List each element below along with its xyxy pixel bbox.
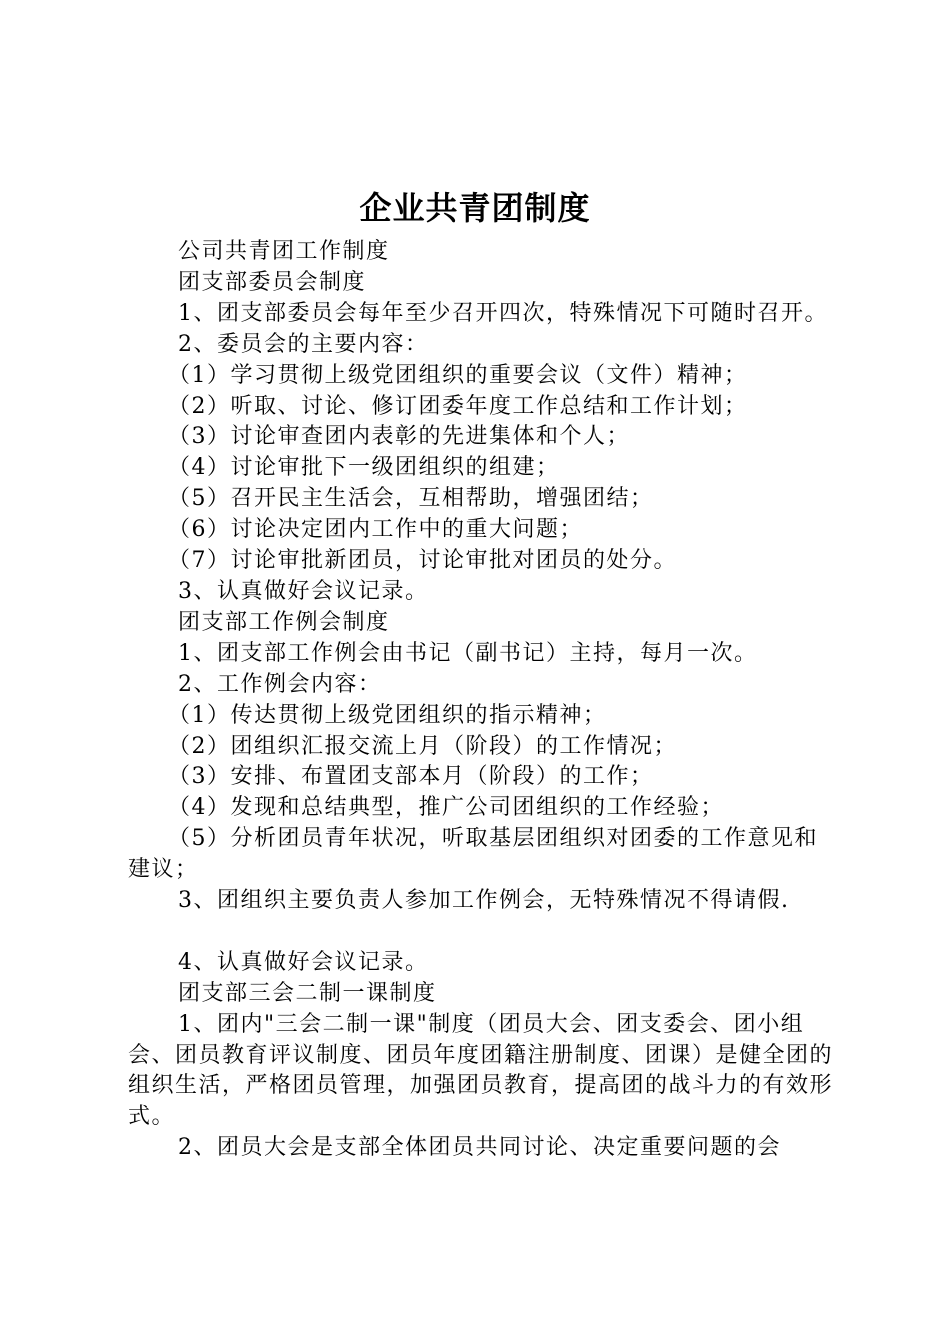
blank-line xyxy=(128,917,840,948)
section-heading: 团支部三会二制一课制度 xyxy=(178,980,437,1006)
paragraph: 1、团支部委员会每年至少召开四次，特殊情况下可随时召开。 xyxy=(178,300,828,326)
list-item: （7）讨论审批新团员，讨论审批对团员的处分。 xyxy=(168,548,677,574)
list-item: （2）团组织汇报交流上月（阶段）的工作情况； xyxy=(168,733,677,759)
paragraph: 3、认真做好会议记录。 xyxy=(178,578,429,604)
document-title: 企业共青团制度 xyxy=(359,189,591,227)
list-item: （4）发现和总结典型，推广公司团组织的工作经验； xyxy=(168,795,724,821)
paragraph: 2、团员大会是支部全体团员共同讨论、决定重要问题的会 xyxy=(178,1135,781,1161)
list-item: （5）召开民主生活会，互相帮助，增强团结； xyxy=(168,486,654,512)
paragraph: 1、团支部工作例会由书记（副书记）主持，每月一次。 xyxy=(178,640,758,666)
list-item: （5）分析团员青年状况，听取基层团组织对团委的工作意见和建议； xyxy=(128,826,818,883)
paragraph: 公司共青团工作制度 xyxy=(178,239,390,264)
list-item: （4）讨论审批下一级团组织的组建； xyxy=(168,455,560,481)
section-heading: 团支部委员会制度 xyxy=(178,269,367,295)
list-item: （3）讨论审查团内表彰的先进集体和个人； xyxy=(168,424,630,450)
paragraph: 4、认真做好会议记录。 xyxy=(178,949,429,975)
list-item: （6）讨论决定团内工作中的重大问题； xyxy=(168,517,583,543)
document-body xyxy=(128,237,840,1164)
paragraph: 2、工作例会内容： xyxy=(178,671,382,697)
paragraph: 3、团组织主要负责人参加工作例会，无特殊情况不得请假. xyxy=(178,888,790,914)
paragraph: 1、团内"三会二制一课"制度（团员大会、团支委会、团小组会、团员教育评议制度、团员年度团籍注册制度、团课）是健全团的组织生活，严格团员管理，加强团员教育，提高团的战斗力的有效形式。 xyxy=(128,1011,834,1130)
list-item: （2）听取、讨论、修订团委年度工作总结和工作计划； xyxy=(168,393,748,419)
section-heading: 团支部工作例会制度 xyxy=(178,609,390,635)
list-item: （1）学习贯彻上级党团组织的重要会议（文件）精神； xyxy=(168,362,748,388)
list-item: （3）安排、布置团支部本月（阶段）的工作； xyxy=(168,764,654,790)
paragraph: 2、委员会的主要内容： xyxy=(178,331,429,357)
list-item: （1）传达贯彻上级党团组织的指示精神； xyxy=(168,702,607,728)
